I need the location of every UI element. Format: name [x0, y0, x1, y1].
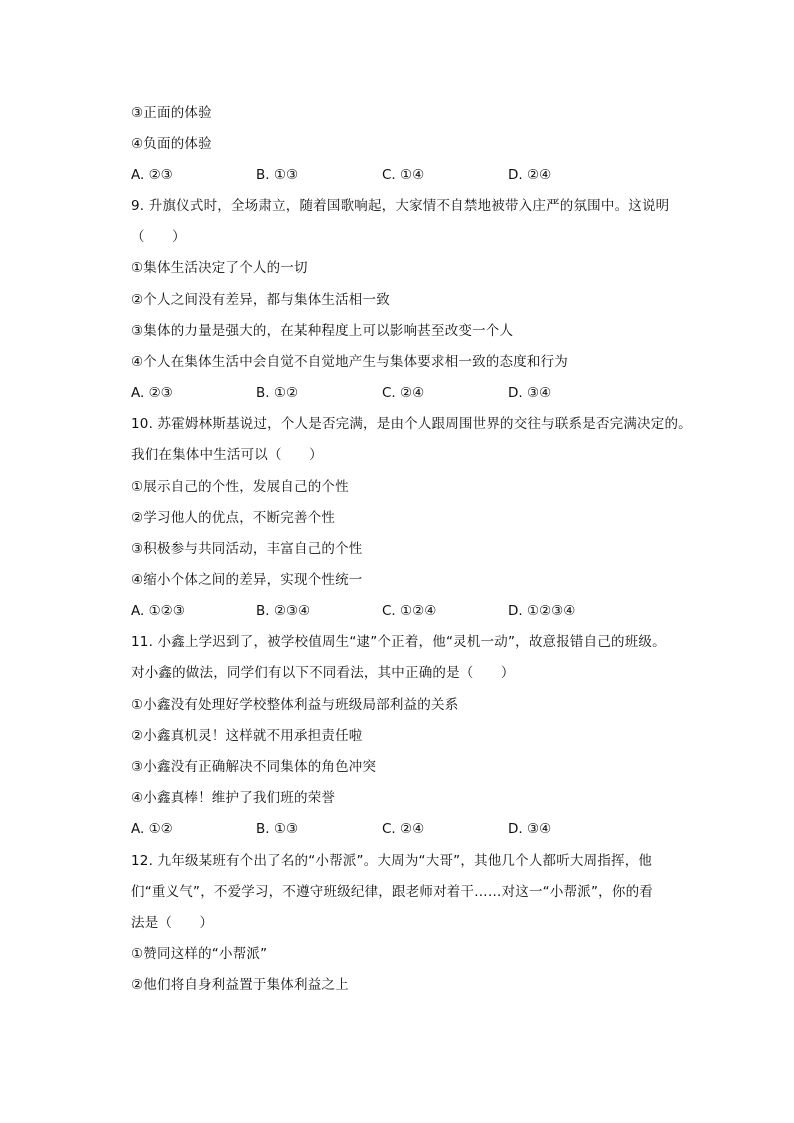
q10-item-1: ①展示自己的个性，发展自己的个性	[131, 479, 349, 495]
q11-stem-line-1: 11. 小鑫上学迟到了，被学校值周生“逮”个正着，他“灵机一动”，故意报错自己的班级。	[131, 634, 666, 650]
q9-option-c: C. ②④	[382, 385, 425, 401]
q10-option-c: C. ①②④	[382, 603, 437, 619]
q11-item-4: ④小鑫真棒！维护了我们班的荣誉	[131, 790, 336, 806]
q9-stem-line-1: 9. 升旗仪式时，全场肃立，随着国歌响起，大家情不自禁地被带入庄严的氛围中。这说明	[131, 198, 670, 214]
q9-item-3: ③集体的力量是强大的，在某种程度上可以影响甚至改变一个人	[131, 323, 514, 339]
q10-option-b: B. ②③④	[256, 603, 311, 619]
q10-item-2: ②学习他人的优点，不断完善个性	[131, 510, 336, 526]
q8-option-c: C. ①④	[382, 167, 425, 183]
q11-item-2: ②小鑫真机灵！这样就不用承担责任啦	[131, 728, 363, 744]
q10-options	[131, 601, 651, 621]
q11-option-a: A. ①②	[131, 821, 173, 837]
q12-stem-line-3: 法是（ ）	[131, 915, 214, 931]
q9-option-d: D. ③④	[508, 385, 552, 401]
q11-options	[131, 819, 651, 839]
q11-stem-line-2: 对小鑫的做法，同学们有以下不同看法，其中正确的是（ ）	[131, 665, 515, 681]
q11-item-3: ③小鑫没有正确解决不同集体的角色冲突	[131, 759, 377, 775]
q9-stem-line-2: （ ）	[131, 229, 186, 245]
q9-item-1: ①集体生活决定了个人的一切	[131, 260, 308, 276]
q11-option-b: B. ①③	[256, 821, 299, 837]
q11-option-c: C. ②④	[382, 821, 425, 837]
q10-stem-line-1: 10. 苏霍姆林斯基说过，个人是否完满，是由个人跟周围世界的交往与联系是否完满决定的。	[131, 416, 692, 432]
q10-item-4: ④缩小个体之间的差异，实现个性统一	[131, 572, 363, 588]
q11-option-d: D. ③④	[508, 821, 552, 837]
q9-option-b: B. ①②	[256, 385, 299, 401]
q12-stem-line-2: 们“重义气”，不爱学习，不遵守班级纪律，跟老师对着干……对这一“小帮派”，你的看	[131, 884, 653, 900]
q10-option-a: A. ①②③	[131, 603, 185, 619]
q10-item-3: ③积极参与共同活动，丰富自己的个性	[131, 541, 363, 557]
q10-stem-line-2: 我们在集体中生活可以（ ）	[131, 447, 323, 463]
q12-item-2: ②他们将自身利益置于集体利益之上	[131, 977, 349, 993]
q10-option-d: D. ①②③④	[508, 603, 576, 619]
q12-stem-line-1: 12. 九年级某班有个出了名的“小帮派”。大周为“大哥”，其他几个人都听大周指挥，他	[131, 853, 653, 869]
q9-item-4: ④个人在集体生活中会自觉不自觉地产生与集体要求相一致的态度和行为	[131, 354, 569, 370]
q8-item-4: ④负面的体验	[131, 136, 212, 152]
q8-option-d: D. ②④	[508, 167, 552, 183]
q8-option-a: A. ②③	[131, 167, 173, 183]
q12-item-1: ①赞同这样的“小帮派”	[131, 946, 268, 962]
q8-item-3: ③正面的体验	[131, 105, 212, 121]
q9-options	[131, 383, 651, 403]
q8-option-b: B. ①③	[256, 167, 299, 183]
q8-options	[131, 165, 651, 185]
q9-option-a: A. ②③	[131, 385, 173, 401]
q9-item-2: ②个人之间没有差异，都与集体生活相一致	[131, 292, 390, 308]
q11-item-1: ①小鑫没有处理好学校整体利益与班级局部利益的关系	[131, 697, 459, 713]
